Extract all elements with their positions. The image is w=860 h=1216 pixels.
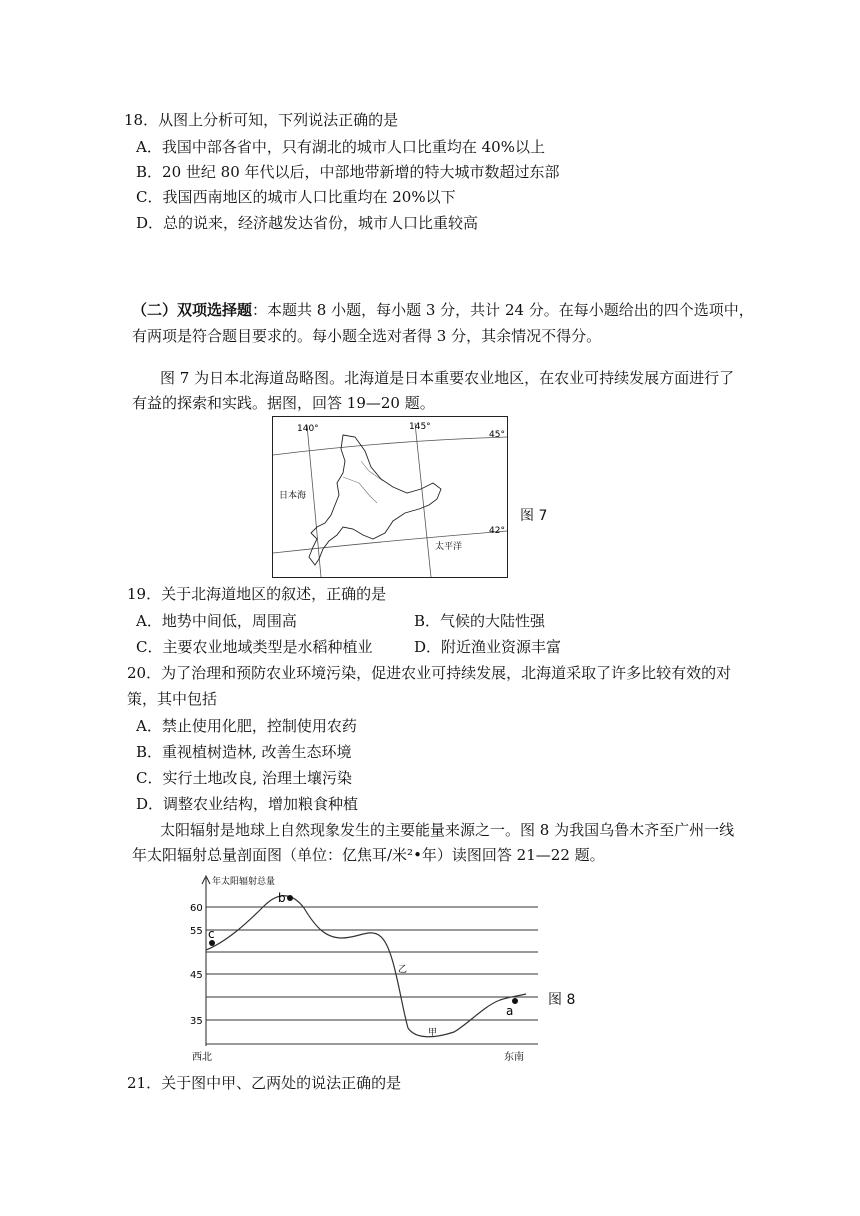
q20-stem-line1: 20．为了治理和预防农业环境污染，促进农业可持续发展，北海道采取了许多比较有效的对	[127, 664, 732, 682]
lon-145-label: 145°	[409, 422, 431, 432]
hokkaido-map-svg	[273, 417, 507, 577]
q20-option-d: D．调整农业结构，增加粮食种植	[136, 795, 359, 813]
profile-curve	[206, 896, 526, 1037]
q20-option-b: B．重视植树造林, 改善生态环境	[136, 743, 352, 761]
solar-radiation-profile	[186, 872, 546, 1064]
left-end-label: 西北	[192, 1052, 212, 1063]
fig7-passage-line1: 图 7 为日本北海道岛略图。北海道是日本重要农业地区，在农业可持续发展方面进行了	[160, 369, 735, 387]
q18-option-a: A．我国中部各省中，只有湖北的城市人口比重均在 40%以上	[136, 138, 545, 156]
fig8-passage-line2: 年太阳辐射总量剖面图（单位：亿焦耳/米²•年）读图回答 21—22 题。	[132, 846, 605, 864]
pacific-ocean-label: 太平洋	[435, 542, 463, 552]
fig7-passage-line2: 有益的探索和实践。据图，回答 19—20 题。	[132, 394, 435, 412]
q18-stem: 18．从图上分析可知，下列说法正确的是	[124, 111, 399, 129]
q19-option-c: C．主要农业地域类型是水稻种植业	[136, 638, 373, 656]
point-a-label: a	[506, 1004, 514, 1018]
point-b-label: b	[278, 891, 286, 905]
section-intro-rest: ：本题共 8 小题，每小题 3 分，共计 24 分。在每小题给出的四个选项中，	[252, 301, 754, 319]
section-intro-line2: 有两项是符合题目要求的。每小题全选对者得 3 分，其余情况不得分。	[132, 327, 602, 345]
meridian-145	[415, 423, 431, 577]
lon-140-label: 140°	[297, 424, 319, 434]
q18-option-c: C．我国西南地区的城市人口比重均在 20%以下	[136, 188, 456, 206]
fig8-caption: 图 8	[548, 992, 576, 1008]
sea-of-japan-label: 日本海	[279, 491, 307, 501]
section-intro-line1	[132, 300, 754, 320]
hokkaido-map	[272, 416, 508, 578]
q19-option-b: B．气候的大陆性强	[414, 612, 546, 630]
y-axis-label: 年太阳辐射总量	[212, 877, 276, 887]
hokkaido-outline	[309, 435, 441, 565]
q18-option-d: D．总的说来，经济越发达省份，城市人口比重较高	[136, 214, 479, 232]
q20-option-c: C．实行土地改良, 治理土壤污染	[136, 769, 353, 787]
meridian-140	[307, 425, 321, 577]
q20-stem-line2: 策，其中包括	[127, 690, 218, 708]
section-title: （二）双项选择题	[132, 301, 253, 319]
ytick-45: 45	[190, 970, 203, 981]
label-jia: 甲	[428, 1028, 438, 1038]
lat-42-label: 42°	[489, 526, 505, 536]
parallel-42	[273, 531, 507, 553]
q18-option-b: B．20 世纪 80 年代以后，中部地带新增的特大城市数超过东部	[136, 163, 560, 181]
q21-stem: 21．关于图中甲、乙两处的说法正确的是	[127, 1074, 402, 1092]
ytick-60: 60	[190, 903, 203, 914]
fig7-caption: 图 7	[520, 508, 548, 524]
label-yi: 乙	[398, 965, 408, 975]
point-b	[287, 895, 293, 901]
right-end-label: 东南	[504, 1052, 524, 1063]
ytick-35: 35	[190, 1016, 203, 1027]
q20-option-a: A．禁止使用化肥，控制使用农药	[136, 717, 357, 735]
q19-option-a: A．地势中间低，周围高	[136, 612, 297, 630]
ytick-55: 55	[190, 926, 203, 937]
lat-45-label: 45°	[489, 430, 505, 440]
q19-stem: 19．关于北海道地区的叙述，正确的是	[127, 585, 387, 603]
point-c-label: c	[208, 927, 215, 941]
inner-boundaries	[343, 461, 383, 503]
fig8-passage-line1: 太阳辐射是地球上自然现象发生的主要能量来源之一。图 8 为我国乌鲁木齐至广州一线	[160, 821, 735, 839]
q19-option-d: D．附近渔业资源丰富	[414, 638, 562, 656]
